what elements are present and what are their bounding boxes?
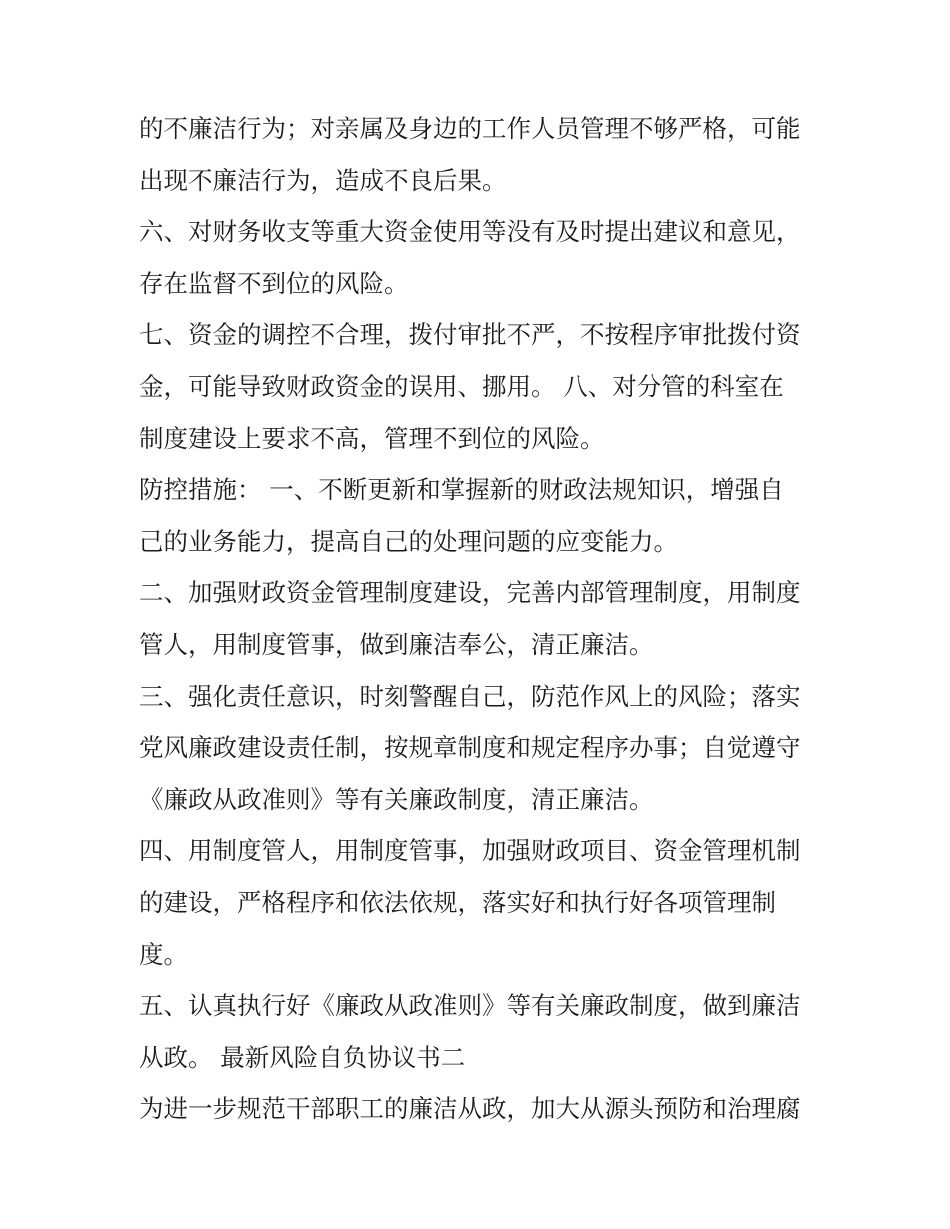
- text-line: 五、认真执行好《廉政从政准则》等有关廉政制度，做到廉洁: [139, 991, 801, 1021]
- text-line: 二、加强财政资金管理制度建设，完善内部管理制度，用制度: [139, 578, 801, 608]
- text-line: 六、对财务收支等重大资金使用等没有及时提出建议和意见，: [139, 217, 801, 247]
- text-line: 制度建设上要求不高，管理不到位的风险。: [139, 423, 605, 453]
- text-line: 己的业务能力，提高自己的处理问题的应变能力。: [139, 526, 678, 556]
- document-body: [139, 103, 819, 1135]
- text-line: 防控措施： 一、不断更新和掌握新的财政法规知识，增强自: [139, 475, 784, 505]
- text-line: 管人，用制度管事，做到廉洁奉公，清正廉洁。: [139, 629, 654, 659]
- text-line: 的不廉洁行为；对亲属及身边的工作人员管理不够严格，可能: [139, 114, 801, 143]
- text-line: 三、强化责任意识，时刻警醒自己，防范作风上的风险；落实: [139, 681, 801, 711]
- text-line: 从政。 最新风险自负协议书二: [139, 1042, 466, 1072]
- text-line: 四、用制度管人，用制度管事，加强财政项目、资金管理机制: [139, 836, 801, 866]
- text-line: 金，可能导致财政资金的误用、挪用。 八、对分管的科室在: [139, 371, 784, 401]
- text-line: 党风廉政建设责任制，按规章制度和规定程序办事；自觉遵守: [139, 733, 801, 763]
- text-line: 存在监督不到位的风险。: [139, 268, 409, 298]
- text-line: 出现不廉洁行为，造成不良后果。: [139, 165, 507, 195]
- text-line: 《廉政从政准则》等有关廉政制度，清正廉洁。: [139, 784, 654, 814]
- text-line: 七、资金的调控不合理，拨付审批不严，不按程序审批拨付资: [139, 320, 801, 350]
- text-line: 为进一步规范干部职工的廉洁从政，加大从源头预防和治理腐: [139, 1094, 801, 1124]
- text-line: 的建设，严格程序和依法依规，落实好和执行好各项管理制: [139, 887, 776, 917]
- text-line: 度。: [139, 939, 188, 969]
